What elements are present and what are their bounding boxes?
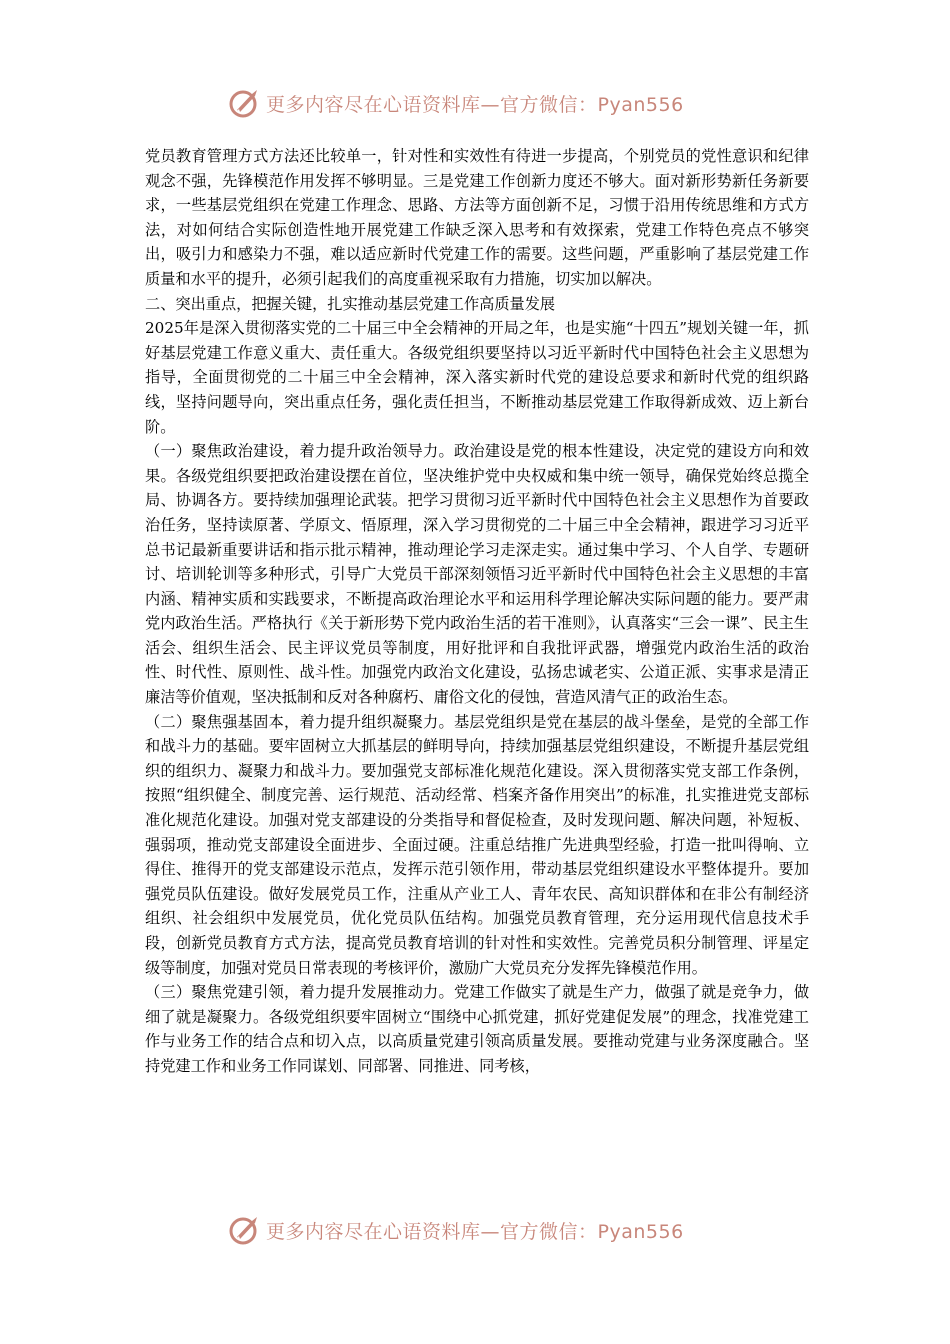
header-watermark-text: 更多内容尽在心语资料库—官方微信：Pyan556 (266, 93, 684, 116)
paragraph-2025-overview: 2025年是深入贯彻落实党的二十届三中全会精神的开局之年，也是实施“十四五”规划关键一年，抓好基层党建工作意义重大、责任重大。各级党组织要坚持以习近平新时代中国特色社会主义思想为指导，全面贯彻党的二十届三中全会精神，深入落实新时代党的建设总要求和新时代党的组织路线，坚持问题导向，突出重点任务，强化责任担当，不断推动基层党建工作取得新成效、迈上新台阶。 (145, 319, 809, 436)
paragraph-organization-strengthening: （二）聚焦强基固本，着力提升组织凝聚力。基层党组织是党在基层的战斗堡垒，是党的全部工作和战斗力的基础。要牢固树立大抓基层的鲜明导向，持续加强基层党组织建设，不断提升基层党组织的组织力、凝聚力和战斗力。要加强党支部标准化规范化建设。深入贯彻落实党支部工作条例，按照“组织健全、制度完善、运行规范、活动经常、档案齐备作用突出”的标准，扎实推进党支部标准化规范化建设。加强对党支部建设的分类指导和督促检查，及时发现问题、解决问题，补短板、强弱项，推动党支部建设全面进步、全面过硬。注重总结推广先进典型经验，打造一批叫得响、立得住、推得开的党支部建设示范点，发挥示范引领作用，带动基层党组织建设水平整体提升。要加强党员队伍建设。做好发展党员工作，注重从产业工人、青年农民、高知识群体和在非公有制经济组织、社会组织中发展党员，优化党员队伍结构。加强党员教育管理，充分运用现代信息技术手段，创新党员教育方式方法，提高党员教育培训的针对性和实效性。完善党员积分制管理、评星定级等制度，加强对党员日常表现的考核评价，激励广大党员充分发挥先锋模范作用。 (145, 712, 809, 977)
pen-logo-icon (228, 86, 262, 120)
section-heading-two: 二、突出重点，把握关键，扎实推动基层党建工作高质量发展 (145, 294, 556, 313)
footer-watermark-banner (228, 1213, 684, 1247)
paragraph-political-construction: （一）聚焦政治建设，着力提升政治领导力。政治建设是党的根本性建设，决定党的建设方向和效果。各级党组织要把政治建设摆在首位，坚决维护党中央权威和集中统一领导，确保党始终总揽全局、协调各方。要持续加强理论武装。把学习贯彻习近平新时代中国特色社会主义思想作为首要政治任务，坚持读原著、学原文、悟原理，深入学习贯彻党的二十届三中全会精神，跟进学习习近平总书记最新重要讲话和指示批示精神，推动理论学习走深走实。通过集中学习、个人自学、专题研讨、培训轮训等多种形式，引导广大党员干部深刻领悟习近平新时代中国特色社会主义思想的丰富内涵、精神实质和实践要求，不断提高政治理论水平和运用科学理论解决实际问题的能力。要严肃党内政治生活。严格执行《关于新形势下党内政治生活的若干准则》，认真落实“三会一课”、民主生活会、组织生活会、民主评议党员等制度，用好批评和自我批评武器，增强党内政治生活的政治性、时代性、原则性、战斗性。加强党内政治文化建设，弘扬忠诚老实、公道正派、实事求是清正廉洁等价值观，坚决抵制和反对各种腐朽、庸俗文化的侵蚀，营造风清气正的政治生态。 (145, 442, 809, 707)
pen-logo-icon (228, 1213, 262, 1247)
paragraph-party-leadership: （三）聚焦党建引领，着力提升发展推动力。党建工作做实了就是生产力，做强了就是竞争力，做细了就是凝聚力。各级党组织要牢固树立“围绕中心抓党建，抓好党建促发展”的理念，找准党建工作与业务工作的结合点和切入点，以高质量党建引领高质量发展。要推动党建与业务深度融合。坚持党建工作和业务工作同谋划、同部署、同推进、同考核， (145, 983, 809, 1075)
header-watermark-banner (228, 86, 684, 120)
paragraph-problems-continued: 党员教育管理方式方法还比较单一，针对性和实效性有待进一步提高，个别党员的党性意识和纪律观念不强，先锋模范作用发挥不够明显。三是党建工作创新力度还不够大。面对新形势新任务新要求，一些基层党组织在党建工作理念、思路、方法等方面创新不足，习惯于沿用传统思维和方式方法，对如何结合实际创造性地开展党建工作缺乏深入思考和有效探索，党建工作特色亮点不够突出，吸引力和感染力不强，难以适应新时代党建工作的需要。这些问题，严重影响了基层党建工作质量和水平的提升，必须引起我们的高度重视采取有力措施，切实加以解决。 (145, 147, 809, 288)
document-body (145, 144, 809, 1079)
footer-watermark-text: 更多内容尽在心语资料库—官方微信：Pyan556 (266, 1220, 684, 1243)
